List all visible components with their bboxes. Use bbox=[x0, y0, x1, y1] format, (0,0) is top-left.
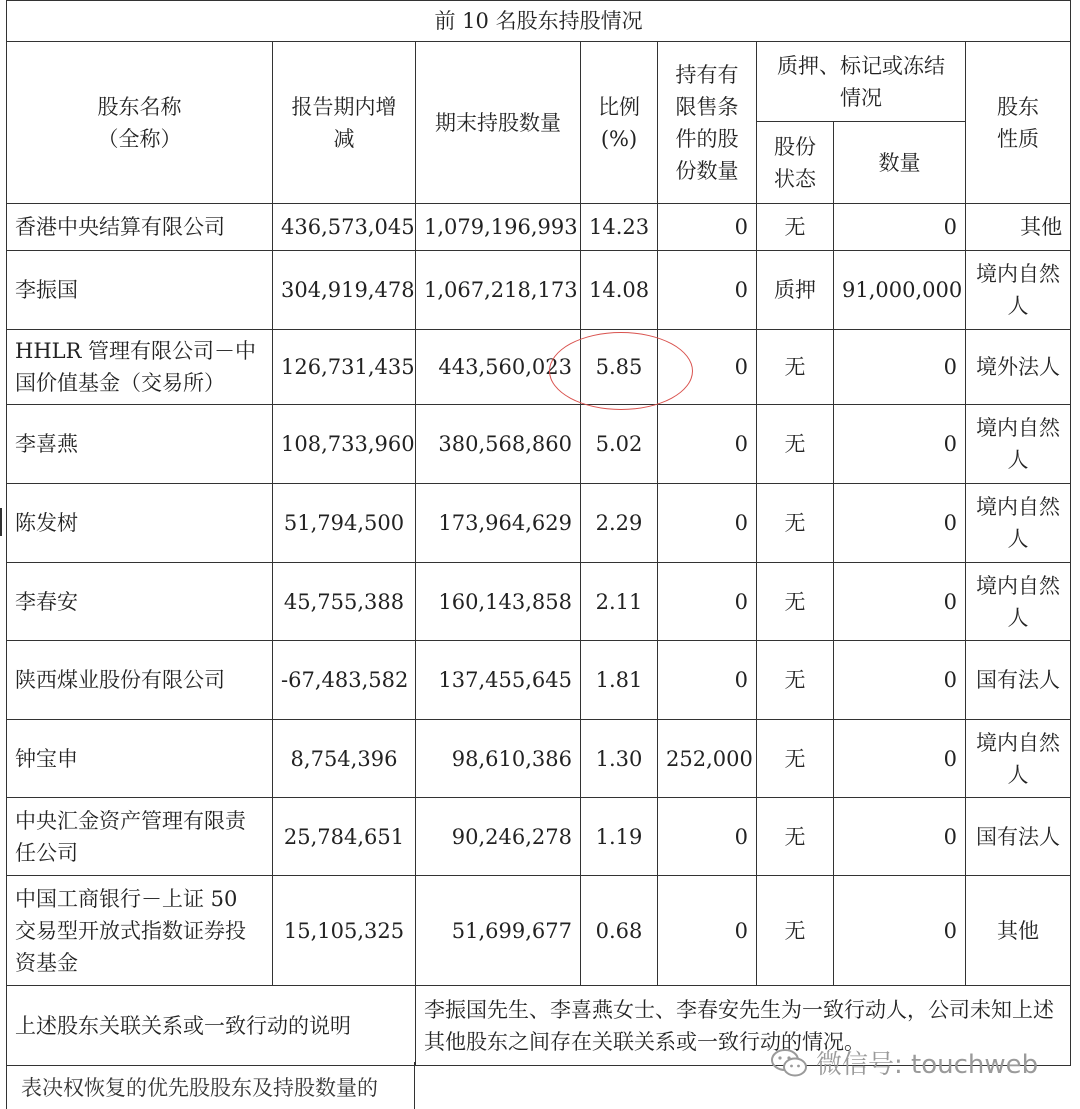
cell-shares: 1,067,218,173 bbox=[416, 251, 581, 330]
header-ratio bbox=[581, 42, 658, 204]
header-pledge-group-text: 质押、标记或冻结 情况 bbox=[777, 53, 945, 110]
cell-name: 李春安 bbox=[7, 563, 273, 641]
header-shares-text: 期末持股数量 bbox=[435, 110, 561, 135]
cell-qty: 91,000,000 bbox=[834, 251, 966, 330]
cell-restricted: 0 bbox=[658, 484, 757, 563]
cell-name: 钟宝申 bbox=[7, 720, 273, 798]
cell-ratio: 14.08 bbox=[581, 251, 658, 330]
header-change bbox=[273, 42, 416, 204]
cell-qty: 0 bbox=[834, 876, 966, 986]
relation-text: 李振国先生、李喜燕女士、李春安先生为一致行动人，公司未知上述其他股东之间存在关联关系或一致行动的情况。 bbox=[416, 986, 1071, 1066]
cell-shares: 160,143,858 bbox=[416, 563, 581, 641]
cell-qty: 0 bbox=[834, 563, 966, 641]
cell-name: 李振国 bbox=[7, 251, 273, 330]
cell-change: 15,105,325 bbox=[273, 876, 416, 986]
cell-nature: 境内自然人 bbox=[966, 405, 1071, 484]
watermark bbox=[770, 1044, 1038, 1081]
table-row bbox=[7, 484, 1071, 563]
cell-ratio: 1.30 bbox=[581, 720, 658, 798]
column-divider bbox=[414, 1062, 415, 1109]
table-row bbox=[7, 876, 1071, 986]
cell-status: 无 bbox=[757, 798, 834, 876]
table-row bbox=[7, 330, 1071, 405]
cell-ratio: 1.19 bbox=[581, 798, 658, 876]
cell-nature: 其他 bbox=[966, 876, 1071, 986]
header-pledge-qty-text: 数量 bbox=[878, 150, 921, 175]
table-row bbox=[7, 798, 1071, 876]
cell-change: 51,794,500 bbox=[273, 484, 416, 563]
cell-name: 中国工商银行－上证 50 交易型开放式指数证券投资基金 bbox=[7, 876, 273, 986]
table-row bbox=[7, 251, 1071, 330]
table-row bbox=[7, 641, 1071, 720]
table-row bbox=[7, 563, 1071, 641]
cell-restricted: 0 bbox=[658, 405, 757, 484]
cell-nature: 境内自然人 bbox=[966, 251, 1071, 330]
cell-ratio: 2.11 bbox=[581, 563, 658, 641]
header-pledge-group bbox=[757, 42, 966, 122]
cell-shares: 173,964,629 bbox=[416, 484, 581, 563]
cell-change: 45,755,388 bbox=[273, 563, 416, 641]
cell-change: 126,731,435 bbox=[273, 330, 416, 405]
cell-nature: 境外法人 bbox=[966, 330, 1071, 405]
header-name bbox=[7, 42, 273, 204]
cell-ratio: 5.02 bbox=[581, 405, 658, 484]
cell-restricted: 0 bbox=[658, 251, 757, 330]
cell-change: 304,919,478 bbox=[273, 251, 416, 330]
cell-restricted: 0 bbox=[658, 204, 757, 251]
header-nature-text: 股东 性质 bbox=[997, 94, 1040, 151]
cell-change: 25,784,651 bbox=[273, 798, 416, 876]
table-row bbox=[7, 204, 1071, 251]
cell-status: 无 bbox=[757, 876, 834, 986]
cell-nature: 境内自然人 bbox=[966, 720, 1071, 798]
page-edge-mark bbox=[0, 508, 2, 536]
cell-restricted: 0 bbox=[658, 330, 757, 405]
header-ratio-text: 比例 (%) bbox=[598, 94, 640, 151]
cell-status: 无 bbox=[757, 204, 834, 251]
cell-qty: 0 bbox=[834, 204, 966, 251]
wechat-icon bbox=[770, 1048, 808, 1078]
cell-nature: 境内自然人 bbox=[966, 484, 1071, 563]
header-restricted bbox=[658, 42, 757, 204]
header-nature bbox=[966, 42, 1071, 204]
header-pledge-qty bbox=[834, 122, 966, 204]
cell-shares: 98,610,386 bbox=[416, 720, 581, 798]
cell-change: 436,573,045 bbox=[273, 204, 416, 251]
header-restricted-text: 持有有 限售条 件的股 份数量 bbox=[675, 62, 739, 183]
header-pledge-status-text: 股份 状态 bbox=[774, 134, 816, 191]
cell-change: 8,754,396 bbox=[273, 720, 416, 798]
header-name-text: 股东名称 （全称） bbox=[97, 94, 182, 151]
cell-change: -67,483,582 bbox=[273, 641, 416, 720]
cell-nature: 国有法人 bbox=[966, 641, 1071, 720]
cell-ratio: 0.68 bbox=[581, 876, 658, 986]
cell-change: 108,733,960 bbox=[273, 405, 416, 484]
cell-name: 香港中央结算有限公司 bbox=[7, 204, 273, 251]
cell-ratio: 2.29 bbox=[581, 484, 658, 563]
cell-status: 无 bbox=[757, 641, 834, 720]
cell-restricted: 252,000 bbox=[658, 720, 757, 798]
cell-status: 无 bbox=[757, 405, 834, 484]
header-change-text: 报告期内增 减 bbox=[291, 94, 397, 151]
cell-status: 无 bbox=[757, 720, 834, 798]
cell-qty: 0 bbox=[834, 405, 966, 484]
cell-qty: 0 bbox=[834, 798, 966, 876]
cell-name: 陕西煤业股份有限公司 bbox=[7, 641, 273, 720]
cell-status: 无 bbox=[757, 563, 834, 641]
cell-shares: 1,079,196,993 bbox=[416, 204, 581, 251]
relation-label: 上述股东关联关系或一致行动的说明 bbox=[7, 986, 416, 1066]
cell-qty: 0 bbox=[834, 484, 966, 563]
cell-ratio: 5.85 bbox=[581, 330, 658, 405]
cell-shares: 90,246,278 bbox=[416, 798, 581, 876]
cell-status: 无 bbox=[757, 330, 834, 405]
cell-name: 李喜燕 bbox=[7, 405, 273, 484]
table-row bbox=[7, 405, 1071, 484]
truncated-row-text: 表决权恢复的优先股股东及持股数量的 bbox=[21, 1076, 378, 1100]
cell-restricted: 0 bbox=[658, 641, 757, 720]
cell-qty: 0 bbox=[834, 641, 966, 720]
cell-nature: 境内自然人 bbox=[966, 563, 1071, 641]
cell-shares: 443,560,023 bbox=[416, 330, 581, 405]
cell-status: 质押 bbox=[757, 251, 834, 330]
top10-shareholders-table bbox=[6, 0, 1071, 1066]
cell-restricted: 0 bbox=[658, 798, 757, 876]
cell-shares: 51,699,677 bbox=[416, 876, 581, 986]
cell-name: HHLR 管理有限公司－中国价值基金（交易所） bbox=[7, 330, 273, 405]
cell-name: 陈发树 bbox=[7, 484, 273, 563]
cell-qty: 0 bbox=[834, 720, 966, 798]
watermark-text: 微信号: touchweb bbox=[816, 1050, 1039, 1080]
cell-ratio: 14.23 bbox=[581, 204, 658, 251]
cell-restricted: 0 bbox=[658, 876, 757, 986]
table-row bbox=[7, 720, 1071, 798]
header-pledge-status bbox=[757, 122, 834, 204]
cell-ratio: 1.81 bbox=[581, 641, 658, 720]
cell-restricted: 0 bbox=[658, 563, 757, 641]
cell-nature: 国有法人 bbox=[966, 798, 1071, 876]
header-shares bbox=[416, 42, 581, 204]
cell-status: 无 bbox=[757, 484, 834, 563]
cell-nature: 其他 bbox=[966, 204, 1071, 251]
cell-shares: 137,455,645 bbox=[416, 641, 581, 720]
cell-name: 中央汇金资产管理有限责任公司 bbox=[7, 798, 273, 876]
cell-shares: 380,568,860 bbox=[416, 405, 581, 484]
table-title: 前 10 名股东持股情况 bbox=[7, 1, 1071, 42]
cell-qty: 0 bbox=[834, 330, 966, 405]
